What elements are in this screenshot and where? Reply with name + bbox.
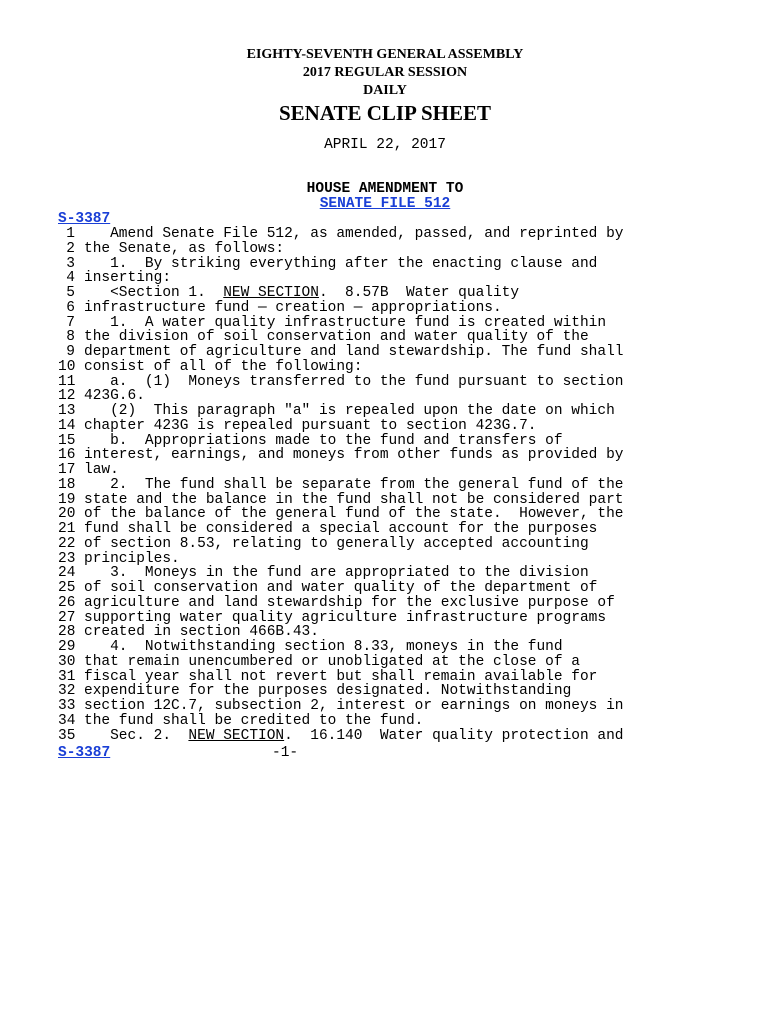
page-title: SENATE CLIP SHEET (278, 101, 492, 125)
line-text: created in section 466B.43. (84, 624, 319, 641)
line-text: state and the balance in the fund shall not be considered part (84, 491, 624, 508)
line-number: 35 (58, 727, 76, 744)
line-text: of soil conservation and water quality of the department of (84, 580, 598, 596)
text-line (58, 448, 624, 463)
line-text: of section 8.53, relating to generally accepted accounting (84, 535, 589, 552)
line-number: 11 (58, 373, 76, 390)
text-line (58, 434, 624, 449)
line-text: chapter 423G is repealed pursuant to section 423G.7. (84, 417, 537, 434)
line-text: law. (84, 462, 119, 478)
line-number: 25 (58, 580, 76, 596)
line-number: 13 (58, 403, 76, 419)
line-text-prefix: <Section 1. (84, 285, 224, 301)
line-number: 16 (58, 447, 76, 464)
amendment-text (58, 227, 624, 743)
assembly-heading: EIGHTY-SEVENTH GENERAL ASSEMBLY (246, 47, 524, 62)
text-line (58, 611, 624, 626)
text-line (58, 330, 624, 345)
senate-file-link[interactable]: SENATE FILE 512 (319, 196, 451, 212)
amendment-heading: HOUSE AMENDMENT TO (306, 181, 464, 197)
text-line (58, 684, 624, 699)
line-number: 12 (58, 388, 76, 405)
line-text: the fund shall be credited to the fund. (84, 712, 424, 729)
line-text: 1. By striking everything after the enacting clause and (84, 255, 598, 272)
line-text: a. (1) Moneys transferred to the fund pursuant to section (84, 373, 624, 390)
text-line (58, 596, 624, 611)
text-line (58, 478, 624, 493)
line-text: 1. A water quality infrastructure fund is created within (84, 314, 607, 331)
line-text: 423G.6. (84, 388, 145, 405)
text-line (58, 301, 624, 316)
line-text: Amend Senate File 512, as amended, passed, and reprinted by (84, 226, 624, 242)
line-text: supporting water quality agriculture infrastructure programs (84, 609, 607, 626)
text-line (58, 242, 624, 257)
text-line (58, 640, 624, 655)
line-number: 8 (66, 329, 75, 346)
text-line (58, 360, 624, 375)
line-number: 10 (58, 358, 76, 375)
text-line (58, 463, 624, 478)
text-line (58, 493, 624, 508)
text-line (58, 271, 624, 286)
line-text: fund shall be considered a special account for the purposes (84, 521, 598, 537)
line-number: 7 (66, 314, 75, 331)
text-line (58, 257, 624, 272)
text-line (58, 404, 624, 419)
text-line (58, 419, 624, 434)
line-text: 4. Notwithstanding section 8.33, moneys in the fund (84, 639, 563, 655)
session-heading: 2017 REGULAR SESSION (302, 65, 468, 80)
line-text: of the balance of the general fund of the state. However, the (84, 506, 624, 523)
line-text: . 8.57B Water quality (318, 285, 520, 301)
daily-heading: DAILY (363, 83, 407, 98)
amendment-id-top-link[interactable]: S-3387 (58, 211, 111, 227)
line-number: 34 (58, 712, 76, 729)
line-number: 15 (58, 432, 76, 449)
line-number: 28 (58, 624, 76, 641)
line-number: 4 (66, 270, 75, 287)
text-line (58, 375, 624, 390)
line-number: 20 (58, 506, 76, 523)
line-text: expenditure for the purposes designated. Notwithstanding (84, 683, 572, 700)
line-number: 9 (66, 344, 75, 360)
line-number: 26 (58, 594, 76, 611)
line-number: 31 (58, 668, 76, 685)
line-number: 14 (58, 417, 76, 434)
line-number: 21 (58, 521, 76, 537)
line-text: the division of soil conservation and water quality of the (84, 329, 589, 346)
line-text: principles. (84, 550, 180, 567)
line-text-prefix: Sec. 2. (84, 727, 189, 744)
amendment-id-bottom-link[interactable]: S-3387 (58, 745, 111, 761)
line-text: inserting: (84, 270, 172, 287)
line-number: 3 (66, 255, 75, 272)
text-line (58, 522, 624, 537)
line-number: 1 (66, 226, 75, 242)
line-number: 6 (66, 299, 75, 316)
text-line (58, 670, 624, 685)
text-line (58, 552, 624, 567)
line-number: 17 (58, 462, 76, 478)
line-number: 23 (58, 550, 76, 567)
line-text: (2) This paragraph "a" is repealed upon the date on which (84, 403, 615, 419)
line-text: that remain unencumbered or unobligated at the close of a (84, 653, 580, 670)
line-text: infrastructure fund — creation — appropriations. (84, 299, 502, 316)
line-number: 5 (66, 285, 75, 301)
text-line (58, 655, 624, 670)
line-text: . 16.140 Water quality protection and (284, 727, 624, 744)
line-text: 3. Moneys in the fund are appropriated to the division (84, 565, 589, 582)
text-line (58, 729, 624, 744)
text-line (58, 345, 624, 360)
line-number: 24 (58, 565, 76, 582)
new-section-marker: NEW SECTION (223, 285, 319, 301)
date-line: APRIL 22, 2017 (324, 137, 446, 153)
line-number: 2 (66, 240, 75, 257)
line-number: 22 (58, 535, 76, 552)
line-text: agriculture and land stewardship for the exclusive purpose of (84, 594, 615, 611)
line-number: 30 (58, 653, 76, 670)
text-line (58, 227, 624, 242)
line-number: 29 (58, 639, 76, 655)
text-line (58, 625, 624, 640)
new-section-marker: NEW SECTION (188, 727, 285, 744)
line-text: fiscal year shall not revert but shall remain available for (84, 668, 598, 685)
line-number: 18 (58, 476, 76, 493)
line-number: 27 (58, 609, 76, 626)
text-line (58, 581, 624, 596)
line-number: 32 (58, 683, 76, 700)
line-text: the Senate, as follows: (84, 240, 285, 257)
text-line (58, 699, 624, 714)
text-line (58, 507, 624, 522)
line-text: interest, earnings, and moneys from other funds as provided by (84, 447, 624, 464)
text-line (58, 286, 624, 301)
line-text: section 12C.7, subsection 2, interest or earnings on moneys in (84, 698, 624, 714)
text-line (58, 389, 624, 404)
line-text: consist of all of the following: (84, 358, 363, 375)
text-line (58, 566, 624, 581)
line-number: 19 (58, 491, 76, 508)
text-line (58, 537, 624, 552)
page-number: -1- (272, 745, 299, 761)
line-text: department of agriculture and land stewardship. The fund shall (84, 344, 624, 360)
line-text: b. Appropriations made to the fund and transfers of (84, 432, 563, 449)
line-text: 2. The fund shall be separate from the general fund of the (84, 476, 624, 493)
line-number: 33 (58, 698, 76, 714)
text-line (58, 714, 624, 729)
text-line (58, 316, 624, 331)
